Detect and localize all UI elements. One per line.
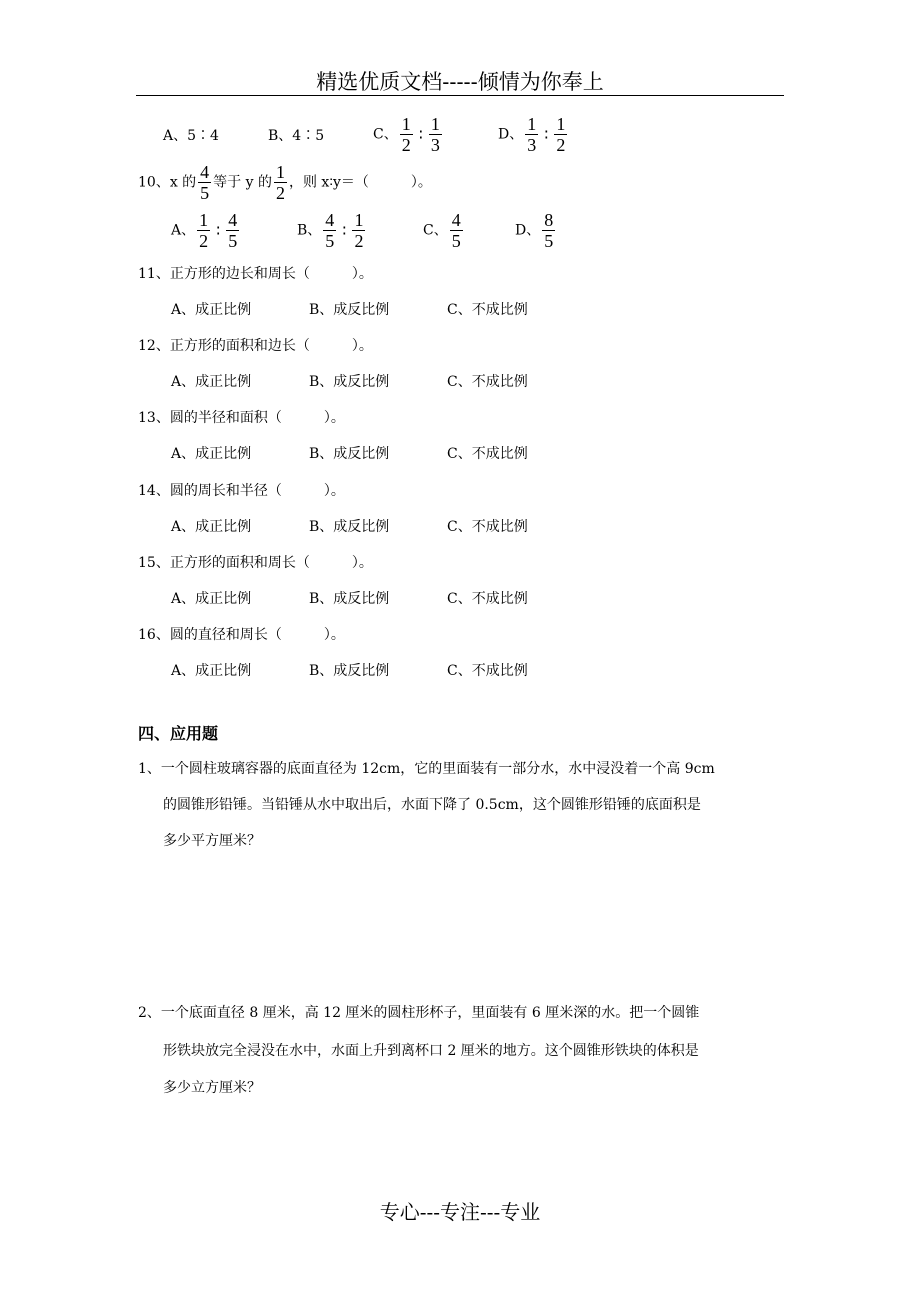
q10-c-fraction xyxy=(450,210,463,251)
header-divider xyxy=(136,95,784,96)
fraction-numerator: 8 xyxy=(544,210,554,230)
q9-option-d-prefix: D、 xyxy=(498,126,524,143)
page-header: 精选优质文档-----倾情为你奉上 xyxy=(316,70,604,94)
question-11-option-a: A、成正比例 xyxy=(171,302,252,318)
question-11-option-b: B、成反比例 xyxy=(309,302,390,318)
q9-d-fraction-2 xyxy=(554,114,567,155)
fraction-denominator: 2 xyxy=(556,135,566,155)
question-12-option-b: B、成反比例 xyxy=(309,374,390,390)
q10-a-fraction-2 xyxy=(226,210,239,251)
q9-option-b: B、4∶5 xyxy=(268,128,325,144)
question-12-option-a: A、成正比例 xyxy=(171,374,252,390)
question-11-text: 11、正方形的边长和周长（ ）。 xyxy=(138,266,373,282)
fraction-denominator: 5 xyxy=(544,231,554,251)
q10-option-d xyxy=(515,210,557,251)
problem-1-line-2: 的圆锥形铅锤。当铅锤从水中取出后，水面下降了 0.5cm，这个圆锥形铅锤的底面积是 xyxy=(163,797,701,813)
fraction-numerator: 1 xyxy=(199,210,209,230)
q10-option-d-prefix: D、 xyxy=(515,222,541,239)
ratio-colon: ∶ xyxy=(342,221,347,240)
ratio-colon: ∶ xyxy=(418,125,423,144)
question-15-text: 15、正方形的面积和周长（ ）。 xyxy=(138,555,373,571)
question-12-text: 12、正方形的面积和边长（ ）。 xyxy=(138,338,373,354)
question-14-text: 14、圆的周长和半径（ ）。 xyxy=(138,483,345,499)
q10-option-b-prefix: B、 xyxy=(297,222,322,239)
q10-b-fraction-1 xyxy=(323,210,336,251)
question-15-option-b: B、成反比例 xyxy=(309,591,390,607)
section-title-applied-problems: 四、应用题 xyxy=(138,724,219,743)
q10-b-fraction-2 xyxy=(352,210,365,251)
q10-option-b xyxy=(297,210,367,251)
problem-1-line-1: 1、一个圆柱玻璃容器的底面直径为 12cm，它的里面装有一部分水，水中浸没着一个高 9cm xyxy=(138,761,715,777)
question-16-option-b: B、成反比例 xyxy=(309,663,390,679)
fraction-denominator: 2 xyxy=(275,183,285,203)
fraction-numerator: 1 xyxy=(556,114,566,134)
q9-c-fraction-1 xyxy=(400,114,413,155)
fraction-numerator: 4 xyxy=(325,210,335,230)
fraction-numerator: 4 xyxy=(200,162,210,182)
q10-text-part-2: 等于 y 的 xyxy=(213,174,272,191)
q10-text-part-1: 10、x 的 xyxy=(138,174,197,191)
question-16-option-c: C、不成比例 xyxy=(447,663,528,679)
fraction-numerator: 1 xyxy=(401,114,411,134)
question-14-option-c: C、不成比例 xyxy=(447,519,528,535)
question-12-option-c: C、不成比例 xyxy=(447,374,528,390)
problem-1-line-3: 多少平方厘米？ xyxy=(163,833,261,849)
question-13-option-a: A、成正比例 xyxy=(171,446,252,462)
fraction-numerator: 1 xyxy=(354,210,364,230)
fraction-denominator: 2 xyxy=(354,231,364,251)
fraction-denominator: 5 xyxy=(451,231,461,251)
question-16-option-a: A、成正比例 xyxy=(171,663,252,679)
question-13-text: 13、圆的半径和面积（ ）。 xyxy=(138,410,345,426)
q10-text xyxy=(138,162,432,203)
fraction-numerator: 4 xyxy=(228,210,238,230)
q10-option-a-prefix: A、 xyxy=(171,222,196,239)
q10-fraction-1 xyxy=(198,162,211,203)
q9-d-fraction-1 xyxy=(525,114,538,155)
ratio-colon: ∶ xyxy=(216,221,221,240)
question-15-option-c: C、不成比例 xyxy=(447,591,528,607)
q10-a-fraction-1 xyxy=(197,210,210,251)
question-15-option-a: A、成正比例 xyxy=(171,591,252,607)
question-13-option-c: C、不成比例 xyxy=(447,446,528,462)
fraction-denominator: 3 xyxy=(527,135,537,155)
q10-fraction-2 xyxy=(274,162,287,203)
fraction-denominator: 5 xyxy=(325,231,335,251)
question-11-option-c: C、不成比例 xyxy=(447,302,528,318)
q10-option-c-prefix: C、 xyxy=(423,222,448,239)
problem-2-line-3: 多少立方厘米？ xyxy=(163,1080,261,1096)
q9-option-d xyxy=(498,114,569,155)
q10-option-c xyxy=(423,210,465,251)
q10-text-part-3: ，则 x∶y＝（ ）。 xyxy=(288,174,432,191)
q10-option-a xyxy=(171,210,241,251)
question-13-option-b: B、成反比例 xyxy=(309,446,390,462)
fraction-numerator: 1 xyxy=(430,114,440,134)
problem-2-line-1: 2、一个底面直径 8 厘米，高 12 厘米的圆柱形杯子，里面装有 6 厘米深的水。把一个圆锥 xyxy=(138,1005,700,1021)
q9-option-c-prefix: C、 xyxy=(373,126,398,143)
page-footer: 专心---专注---专业 xyxy=(379,1200,541,1224)
fraction-numerator: 1 xyxy=(527,114,537,134)
question-16-text: 16、圆的直径和周长（ ）。 xyxy=(138,627,345,643)
fraction-denominator: 5 xyxy=(200,183,210,203)
question-14-option-b: B、成反比例 xyxy=(309,519,390,535)
q10-d-fraction xyxy=(542,210,555,251)
ratio-colon: ∶ xyxy=(544,125,549,144)
q9-option-c xyxy=(373,114,444,155)
fraction-numerator: 4 xyxy=(451,210,461,230)
problem-2-line-2: 形铁块放完全浸没在水中，水面上升到离杯口 2 厘米的地方。这个圆锥形铁块的体积是 xyxy=(163,1043,699,1059)
fraction-denominator: 2 xyxy=(199,231,209,251)
fraction-denominator: 5 xyxy=(228,231,238,251)
fraction-denominator: 2 xyxy=(401,135,411,155)
question-14-option-a: A、成正比例 xyxy=(171,519,252,535)
fraction-numerator: 1 xyxy=(275,162,285,182)
q9-option-a: A、5∶4 xyxy=(163,128,219,144)
q9-c-fraction-2 xyxy=(429,114,442,155)
fraction-denominator: 3 xyxy=(430,135,440,155)
